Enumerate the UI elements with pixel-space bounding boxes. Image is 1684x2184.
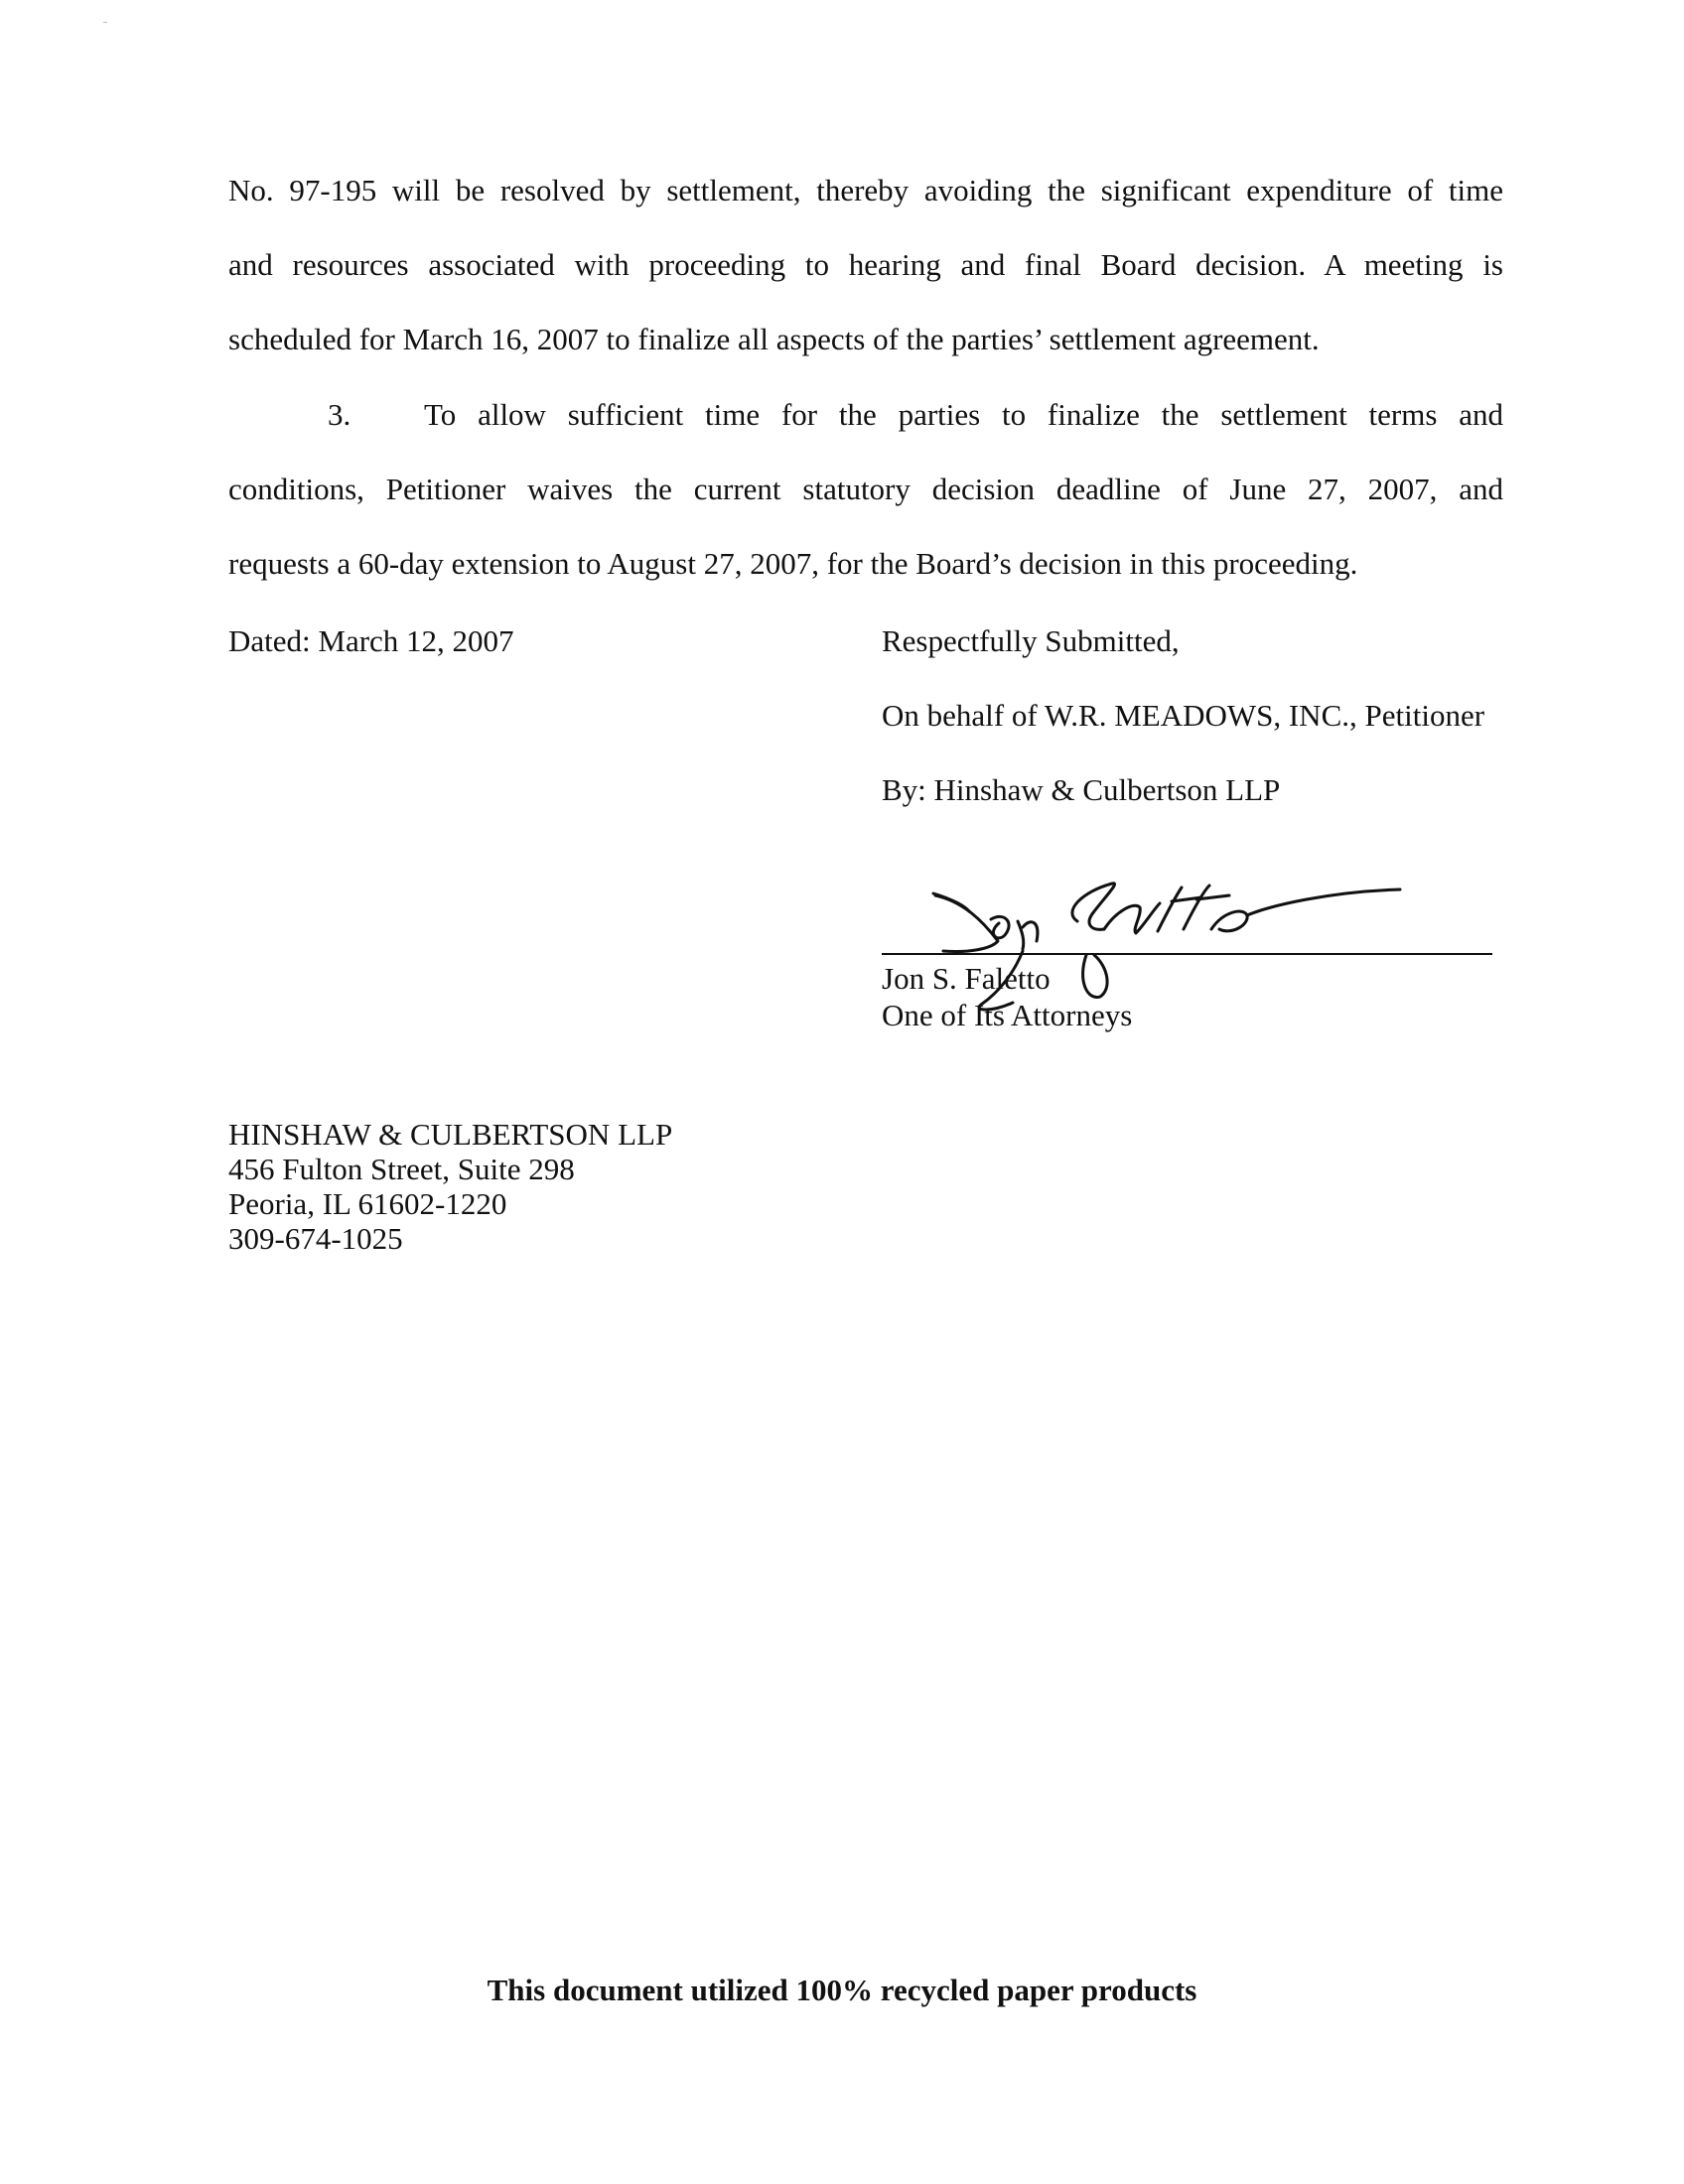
on-behalf-line: On behalf of W.R. MEADOWS, INC., Petitioner [882,698,1485,733]
respectfully-submitted: Respectfully Submitted, [882,623,1180,658]
paragraph-3-line-2: conditions, Petitioner waives the current statutory decision deadline of June 27, 2007, and [228,472,1503,506]
paragraph-3-line-3: requests a 60-day extension to August 27, 2007, for the Board’s decision in this proceeding. [228,546,1358,581]
firm-street: 456 Fulton Street, Suite 298 [228,1152,575,1186]
firm-phone: 309-674-1025 [228,1221,403,1256]
scan-artifact [103,22,107,23]
body-line-3: scheduled for March 16, 2007 to finalize all aspects of the parties’ settlement agreement. [228,322,1320,356]
recycled-paper-note: This document utilized 100% recycled paper products [487,1973,1197,2007]
firm-city: Peoria, IL 61602-1220 [228,1186,507,1221]
firm-name: HINSHAW & CULBERTSON LLP [228,1117,673,1152]
paragraph-3-line-1: To allow sufficient time for the parties to finalize the settlement terms and [424,397,1503,432]
dated-line: Dated: March 12, 2007 [228,623,514,658]
paragraph-number: 3. [328,397,351,432]
by-line: By: Hinshaw & Culbertson LLP [882,772,1281,807]
signer-title: One of Its Attorneys [882,998,1133,1032]
body-line-1: No. 97-195 will be resolved by settlement, thereby avoiding the significant expenditure of time [228,173,1503,207]
signer-name: Jon S. Faletto [882,961,1051,996]
body-line-2: and resources associated with proceeding to hearing and final Board decision. A meeting is [228,247,1503,282]
